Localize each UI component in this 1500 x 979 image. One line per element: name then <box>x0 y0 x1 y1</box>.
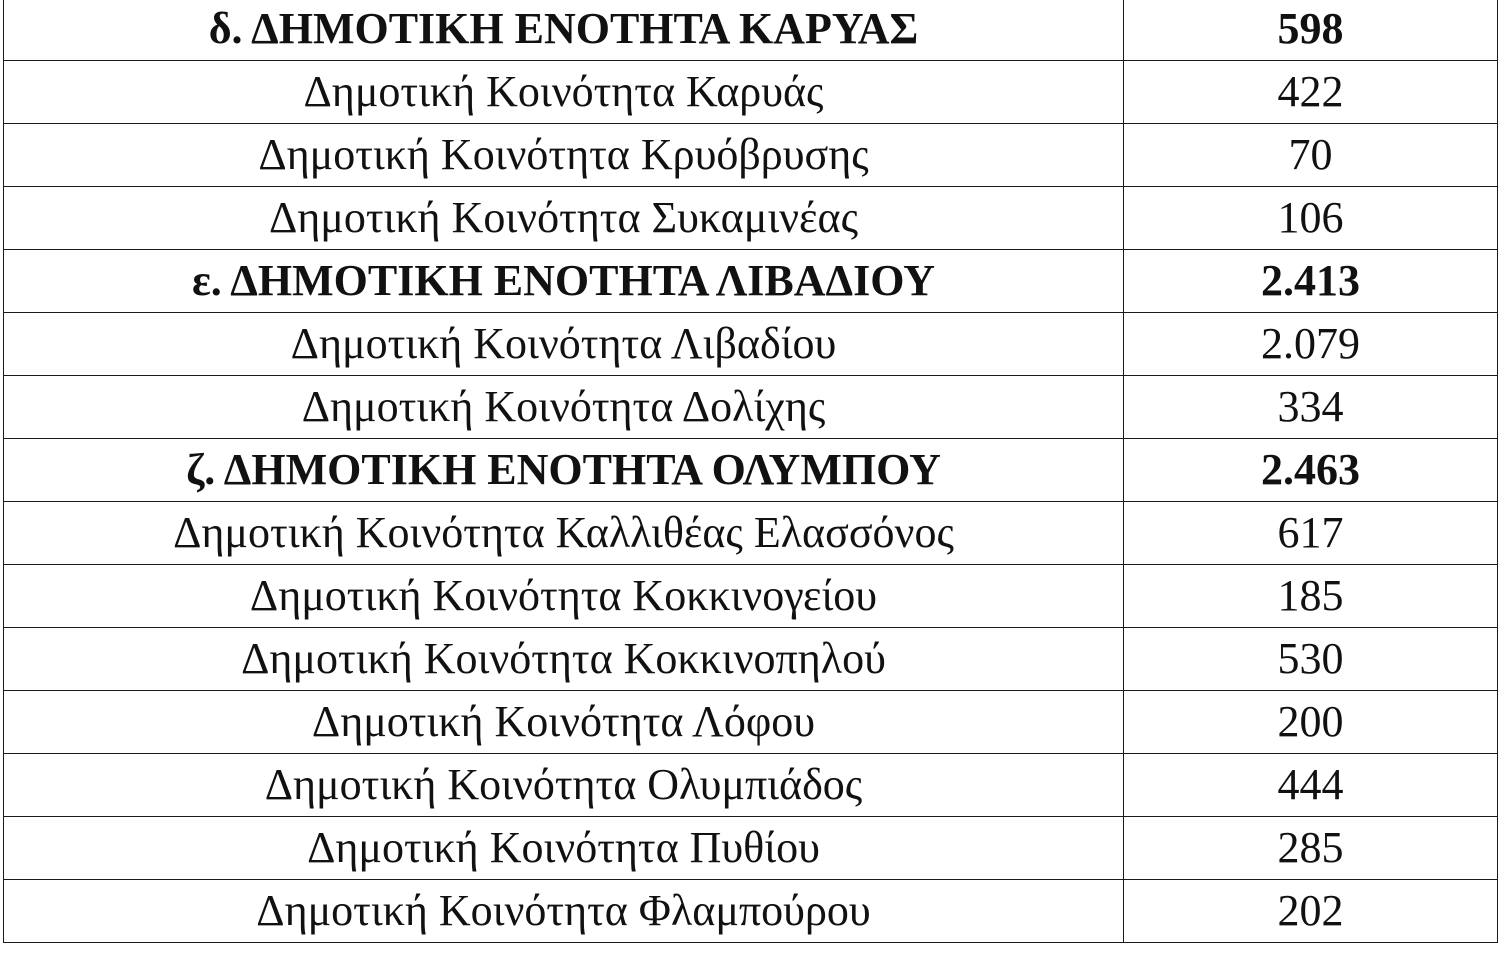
community-value-cell <box>1124 61 1498 124</box>
table-row <box>4 187 1498 250</box>
table-row <box>4 880 1498 943</box>
community-value-cell <box>1124 628 1498 691</box>
community-value: 422 <box>1277 67 1344 116</box>
community-name: Δημοτική Κοινότητα Δολίχης <box>301 382 826 431</box>
unit-name-cell <box>4 0 1124 61</box>
table-row-unit <box>4 439 1498 502</box>
unit-name: ζ. ΔΗΜΟΤΙΚΗ ΕΝΟΤΗΤΑ ΟΛΥΜΠΟΥ <box>186 445 941 494</box>
community-name-cell <box>4 817 1124 880</box>
table-body <box>4 0 1498 943</box>
unit-value-cell <box>1124 0 1498 61</box>
community-name-cell <box>4 61 1124 124</box>
community-name-cell <box>4 691 1124 754</box>
community-value-cell <box>1124 565 1498 628</box>
table-row <box>4 817 1498 880</box>
community-value: 185 <box>1277 571 1344 620</box>
community-value-cell <box>1124 754 1498 817</box>
community-value: 106 <box>1277 193 1344 242</box>
community-name: Δημοτική Κοινότητα Λόφου <box>311 697 816 746</box>
community-value: 530 <box>1277 634 1344 683</box>
community-name: Δημοτική Κοινότητα Καρυάς <box>303 67 824 116</box>
community-name: Δημοτική Κοινότητα Κοκκινογείου <box>249 571 878 620</box>
community-value: 200 <box>1277 697 1344 746</box>
table-row <box>4 376 1498 439</box>
table-row <box>4 61 1498 124</box>
unit-name: δ. ΔΗΜΟΤΙΚΗ ΕΝΟΤΗΤΑ ΚΑΡΥΑΣ <box>208 4 919 53</box>
community-name-cell <box>4 880 1124 943</box>
community-name-cell <box>4 376 1124 439</box>
unit-value-cell <box>1124 250 1498 313</box>
community-value-cell <box>1124 691 1498 754</box>
community-name: Δημοτική Κοινότητα Κρυόβρυσης <box>258 130 869 179</box>
community-name: Δημοτική Κοινότητα Πυθίου <box>307 823 820 872</box>
community-value: 202 <box>1277 886 1344 935</box>
unit-value: 2.413 <box>1261 256 1360 305</box>
table-row <box>4 124 1498 187</box>
community-name-cell <box>4 565 1124 628</box>
community-value-cell <box>1124 124 1498 187</box>
table-row-unit <box>4 0 1498 61</box>
community-value-cell <box>1124 817 1498 880</box>
unit-value: 598 <box>1277 4 1344 53</box>
community-value: 444 <box>1277 760 1344 809</box>
community-value-cell <box>1124 502 1498 565</box>
population-table <box>3 0 1498 943</box>
unit-name-cell <box>4 250 1124 313</box>
unit-name-cell <box>4 439 1124 502</box>
community-value: 2.079 <box>1261 319 1360 368</box>
unit-name: ε. ΔΗΜΟΤΙΚΗ ΕΝΟΤΗΤΑ ΛΙΒΑΔΙΟΥ <box>191 256 936 305</box>
community-value: 285 <box>1277 823 1344 872</box>
community-name: Δημοτική Κοινότητα Λιβαδίου <box>290 319 837 368</box>
community-value-cell <box>1124 880 1498 943</box>
community-name: Δημοτική Κοινότητα Κοκκινοπηλού <box>241 634 886 683</box>
table-row <box>4 502 1498 565</box>
community-name: Δημοτική Κοινότητα Φλαμπούρου <box>256 886 871 935</box>
community-value: 70 <box>1288 130 1333 179</box>
community-value-cell <box>1124 376 1498 439</box>
community-name-cell <box>4 628 1124 691</box>
community-name-cell <box>4 754 1124 817</box>
community-name-cell <box>4 187 1124 250</box>
community-name: Δημοτική Κοινότητα Ολυμπιάδος <box>264 760 863 809</box>
unit-value-cell <box>1124 439 1498 502</box>
table-row <box>4 691 1498 754</box>
community-name-cell <box>4 502 1124 565</box>
community-name: Δημοτική Κοινότητα Καλλιθέας Ελασσόνος <box>173 508 954 557</box>
table-row <box>4 313 1498 376</box>
community-value-cell <box>1124 313 1498 376</box>
table-row-unit <box>4 250 1498 313</box>
table-row <box>4 565 1498 628</box>
table-row <box>4 754 1498 817</box>
community-name-cell <box>4 124 1124 187</box>
community-value: 617 <box>1277 508 1344 557</box>
table-row <box>4 628 1498 691</box>
unit-value: 2.463 <box>1261 445 1360 494</box>
community-value-cell <box>1124 187 1498 250</box>
community-value: 334 <box>1277 382 1344 431</box>
community-name-cell <box>4 313 1124 376</box>
community-name: Δημοτική Κοινότητα Συκαμινέας <box>268 193 859 242</box>
